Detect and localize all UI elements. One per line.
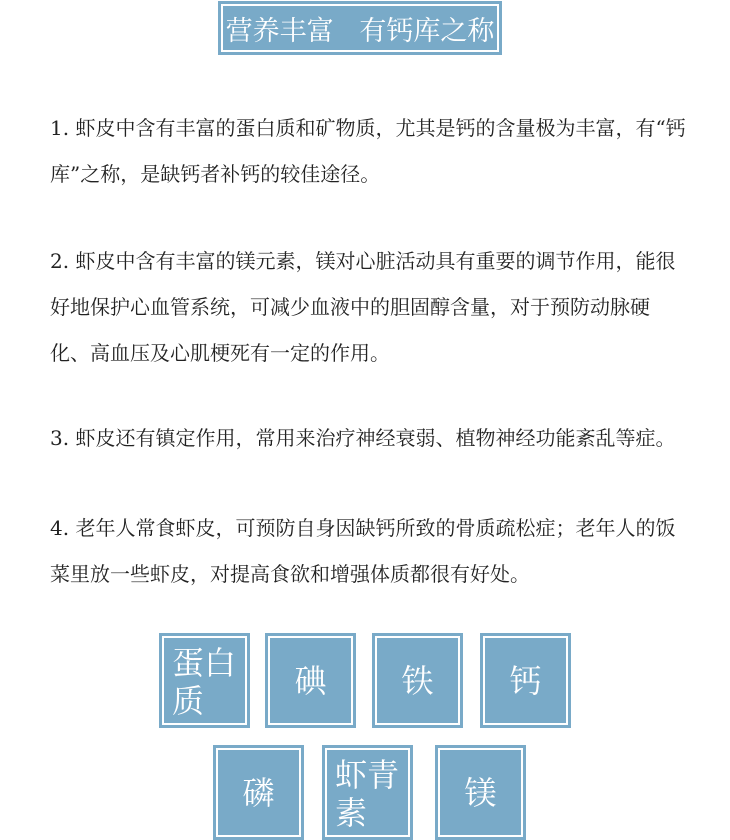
nutrient-tile-magnesium [435,745,526,840]
section-title-banner [218,1,502,55]
nutrient-label: 碘 [268,636,353,725]
nutrient-label: 磷 [216,748,301,837]
nutrient-tile-protein [159,633,250,728]
nutrient-label: 蛋白质 [162,636,247,725]
nutrient-tile-iodine [265,633,356,728]
nutrient-label: 镁 [438,748,523,837]
nutrient-tile-astaxanthin [322,745,413,840]
nutrient-label: 铁 [375,636,460,725]
paragraph-elderly: 4. 老年人常食虾皮，可预防自身因缺钙所致的骨质疏松症；老年人的饭菜里放一些虾皮，对提高食欲和增强体质都很有好处。 [50,516,676,586]
section-title: 营养丰富 有钙库之称 [221,4,499,52]
paragraph-sedative: 3. 虾皮还有镇定作用，常用来治疗神经衰弱、植物神经功能紊乱等症。 [50,426,676,450]
nutrient-label: 虾青素 [325,748,410,837]
nutrient-tile-calcium [480,633,571,728]
nutrient-tile-iron [372,633,463,728]
paragraph-magnesium: 2. 虾皮中含有丰富的镁元素，镁对心脏活动具有重要的调节作用，能很好地保护心血管系统，可减少血液中的胆固醇含量，对于预防动脉硬化、高血压及心肌梗死有一定的作用。 [50,249,676,365]
paragraph-calcium: 1. 虾皮中含有丰富的蛋白质和矿物质，尤其是钙的含量极为丰富，有“钙库”之称，是缺钙者补钙的较佳途径。 [50,116,686,186]
nutrient-tile-phosphorus [213,745,304,840]
nutrient-label: 钙 [483,636,568,725]
